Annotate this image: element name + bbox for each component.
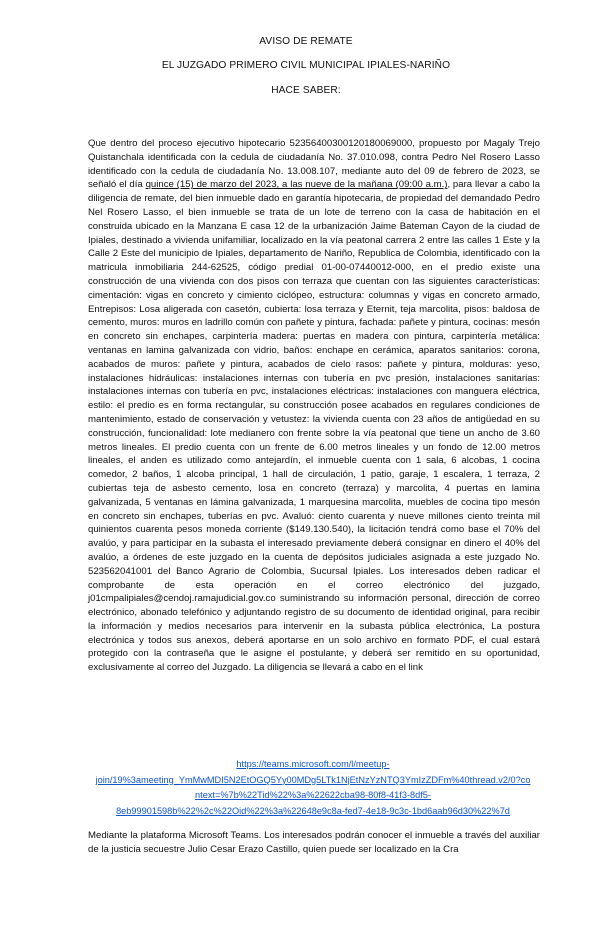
link-line-2[interactable]: join/19%3ameeting_YmMwMDI5N2EtOGQ5Yy00MDg5LTk1NjEtNzYzNTQ3YmIzZDFm%40thread.v2/0?co: [95, 774, 531, 785]
link-line-1[interactable]: https://teams.microsoft.com/l/meetup-: [236, 759, 390, 769]
teams-meeting-link[interactable]: [78, 757, 548, 819]
body-part-2: , para llevar a cabo la diligencia de remate, del bien inmueble dado en garantía hipotecaria, de propiedad del demandado Pedro Nel Rosero Lasso, el bien inmueble se trata de un lote de terreno con la casa de habitación en el construida ubicado en la Manzana E casa 12 de la urbanización Jaime Bateman Cayon de la ciudad de Ipiales, destinado a vivienda unifamiliar, localizado en la vía peatonal carrera 2 entre las calles 1 Este y la Calle 2 Este del municipio de Ipiales, departamento de Nariño, Republica de Colombia, identificado con la matricula inmobiliaria 244-62525, código predial 01-00-07440012-000, en el predio existe una construcción de una vivienda con dos pisos con terraza que cuentan con las siguientes características: cimentación: vigas en concreto y cimiento ciclópeo, estructura: columnas y vigas en concreto armado, Entrepisos: Losa aligerada con casetón, cubierta: losa terraza y Eternit, teja marcolita, pisos: baldosa de cemento, muros: muros en ladrillo común con pañete y pintura, fachada: pañete y pintura, cocinas: mesón en concreto sin enchapes, carpintería madera: puertas en madera con pintura, carpintería metálica: ventanas en lamina galvanizada con vidrio, baños: enchape en cerámica, aparatos sanitarios: corona, acabados de muros: pañete y pintura, acabados de cielo rasos: pañete y pintura, molduras: yeso, instalaciones hidráulicas: instalaciones internas con tubería en pvc presión, instalaciones sanitarias: instalaciones internas con tubería en pvc, instalaciones eléctricas: instalaciones con manguera eléctrica, estilo: el predio es en forma rectangular, su construcción posee acabados en regulares condiciones de mantenimiento, estado de conservación y vetustez: la vivienda cuenta con 23 años de antigüedad en su construcción, funcionalidad: lote medianero con frente sobre la vía peatonal que tiene un ancho de 3.60 metros lineales. El predio cuenta con un frente de 6.00 metros lineales y un fondo de 12.00 metros lineales, el anden es utilizado como antejardín, el inmueble cuenta con 1 sala, 6 alcobas, 1 cocina comedor, 2 baños, 1 alcoba principal, 1 hall de circulación, 1 patio, garaje, 1 escalera, 1 terraza, 2 cubiertas teja de asbesto cemento, losa en concreto (terraza) y marcolita, 4 puertas en lamina galvanizada, 5 ventanas en lámina galvanizada, 1 marquesina marcolita, muebles de cocina tipo mesón en concreto sin enchapes, tuberías en pvc. Avaluó: ciento cuarenta y nueve millones ciento treinta mil quinientos cuarenta pesos moneda corriente ($149.130.540), la licitación tendrá como base el 70% del avalúo, y para participar en la subasta el interesado previamente deberá consignar en dinero el 40% del avalúo, a órdenes de este juzgado en la cuenta de depósitos judiciales asignada a este juzgado No. 523562041001 del Banco Agrario de Colombia, Sucursal Ipiales. Los interesados deben radicar el comprobante de esta operación en el correo electrónico del juzgado, j01cmpalipiales@cendoj.ramajudicial.gov.co suministrando su información personal, dirección de correo electrónico, abonado telefónico y adjuntando registro de su documento de identidad original, para recibir la información y medios necesarios para intervenir en la subasta pública electrónica, La postura electrónica y todos sus anexos, deberá aportarse en un solo archivo en formato PDF, el cual estará protegido con la contraseña que le asigne el postulante, y deberá ser remitido en su oportunidad, exclusivamente al correo del Juzgado. La diligencia se llevará a cabo en el link: [88, 179, 540, 674]
auction-date: quince (15) de marzo del 2023, a las nueve de la mañana (09:00 a.m.): [145, 179, 448, 191]
court-name: EL JUZGADO PRIMERO CIVIL MUNICIPAL IPIALES-NARIÑO: [161, 60, 451, 71]
link-line-4[interactable]: 8eb99901598b%22%2c%22Oid%22%3a%22648e9c8a-fed7-4e18-9c3c-1bd6aab96d30%22%7d: [116, 805, 510, 816]
notice-title: AVISO DE REMATE: [259, 36, 353, 47]
link-line-3[interactable]: ntext=%7b%22Tid%22%3a%22622cba98-80f8-41f3-8df5-: [195, 790, 431, 801]
body-part-1: Que dentro del proceso ejecutivo hipotecario 52356400300120180069000, propuesto por Magaly Trejo Quistanchala identificada con la cedula de ciudadanía No. 37.010.098, contra Pedro Nel Rosero Lasso identificado con la cedula de ciudadanía No. 13.008.107, mediante auto del 09 de febrero de 2023, se señaló el día: [88, 138, 540, 191]
notice-body: [88, 137, 540, 675]
notice-heading: HACE SABER:: [271, 85, 341, 96]
closing-paragraph: Mediante la plataforma Microsoft Teams. Los interesados podrán conocer el inmueble a través del auxiliar de la justicia secuestre Julio Cesar Erazo Castillo, quien puede ser localizado en la Cra: [88, 830, 540, 855]
